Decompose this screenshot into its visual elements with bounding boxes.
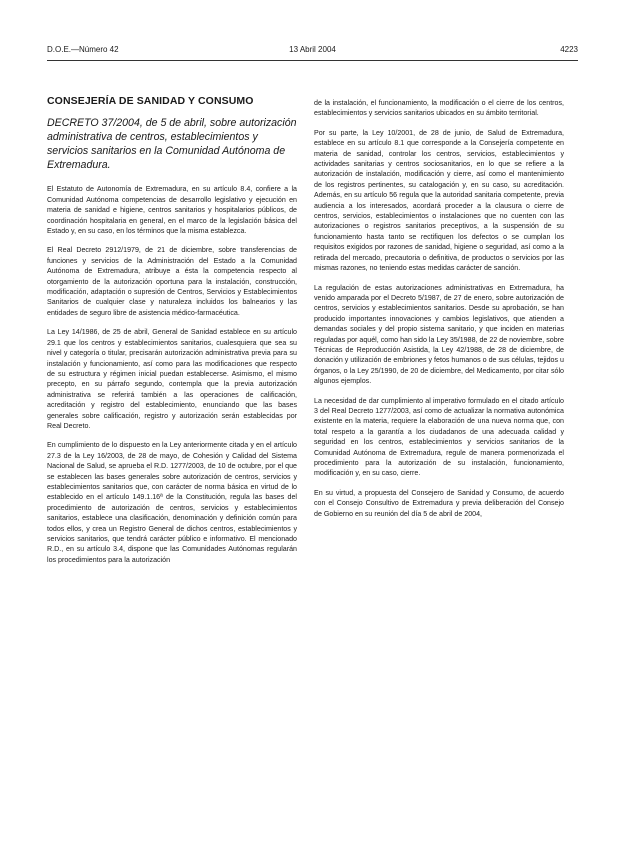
- header-rule: [47, 60, 578, 61]
- paragraph: El Estatuto de Autonomía de Extremadura, en su artículo 8.4, confiere a la Comunidad Autónoma competencias de desarrollo legislativo y ejecución en materia de sanidad e higiene, centros sanitarios y hospitalarios públicos, de coordinación hospitalaria en general, en el marco de la legislación básica del Estado y, en su caso, en los términos que la misma establezca.: [47, 185, 297, 236]
- section-title: CONSEJERÍA DE SANIDAD Y CONSUMO: [47, 95, 254, 107]
- paragraph: de la instalación, el funcionamiento, la modificación o el cierre de los centros, establecimientos y servicios sanitarios ubicados en su ámbito territorial.: [314, 99, 564, 118]
- right-column: [314, 98, 564, 528]
- paragraph: En su virtud, a propuesta del Consejero de Sanidad y Consumo, de acuerdo con el Consejo Consultivo de Extremadura y previa deliberación del Consejo de Gobierno en su reunión del día 5 de abril de 2004,: [314, 488, 564, 518]
- journal-issue: D.O.E.—Número 42: [47, 45, 119, 54]
- publication-date: 13 Abril 2004: [289, 45, 336, 54]
- paragraph: La necesidad de dar cumplimiento al imperativo formulado en el citado artículo 3 del Real Decreto 1277/2003, así como de actualizar la normativa autonómica existente en la materia, requiere la elaboración de una nueva norma que, con total respeto a la garantía a los ciudadanos de una adecuada calidad y seguridad en los centros, establecimientos y servicios sanitarios de la Comunidad Autónoma de Extremadura, regule de manera pormenorizada el procedimiento para la autorización de su instalación, funcionamiento, modificación y, en su caso, cierre.: [314, 396, 564, 478]
- paragraph: Por su parte, la Ley 10/2001, de 28 de junio, de Salud de Extremadura, establece en su artículo 8.1 que corresponde a la Consejería competente en materia de sanidad, controlar los centros, servicios, establecimientos y actividades sanitarias y centros sociosanitarios, en lo que se refiere a la autorización de instalación, modificación y cierre, así como el mantenimiento de los registros pertinentes, su catalogación y, en su caso, su acreditación. Además, en su artículo 56 regula que la autoridad sanitaria competente, previa audiencia a los interesados, acordará proceder a la clausura o cierre de centros, servicios, establecimientos o instalaciones que no cuenten con las autorizaciones o registros sanitarios preceptivos, a la suspensión de su funcionamiento hasta tanto se rectifiquen los defectos o se cumplan los requisitos exigidos por razones de sanidad, higiene o seguridad, así como a la retirada del mercado, precautoria o definitiva, de productos o servicios por las mismas razones, no teniendo estas medidas carácter de sanción.: [314, 128, 564, 273]
- page-header: [47, 45, 578, 57]
- paragraph: La regulación de estas autorizaciones administrativas en Extremadura, ha venido amparada por el Decreto 5/1987, de 27 de enero, sobre autorización de centros, servicios y establecimientos sanitarios. Desde su aprobación, se han producido importantes innovaciones y cambios legislativos, que atienden a demandas sociales y del propio sistema sanitario, y que inciden en materias reguladas por aquél, como han sido la Ley 35/1988, de 22 de noviembre, sobre Técnicas de Reproducción Asistida, la Ley 42/1988, de 28 de diciembre, de donación y utilización de embriones y fetos humanos o de sus células, tejidos u órganos, o la Ley 25/1990, de 20 de diciembre, del Medicamento, por citar sólo algunos ejemplos.: [314, 283, 564, 386]
- paragraph: El Real Decreto 2912/1979, de 21 de diciembre, sobre transferencias de funciones y servicios de la Administración del Estado a la Comunidad Autónoma de Extremadura, atribuye a ésta la competencia respecto al otorgamiento de la autorización oportuna para la instalación, construcción, modificación, adaptación o supresión de Centros, Servicios y Establecimientos Sanitarios de cualquier clase y naturaleza incluidos los balnearios y las entidades de seguro libre de asistencia médico-farmacéutica.: [47, 246, 297, 317]
- page-number: 4223: [560, 45, 578, 54]
- paragraph: En cumplimiento de lo dispuesto en la Ley anteriormente citada y en el artículo 27.3 de la Ley 16/2003, de 28 de mayo, de Cohesión y Calidad del Sistema Nacional de Salud, se aprueba el R.D. 1277/2003, de 10 de octubre, por el que se establecen las bases generales sobre autorización de centros, servicios y establecimientos sanitarios que, con carácter de norma básica en virtud de lo establecido en el artículo 149.1.16ª de la Constitución, regula las bases del procedimiento de autorización de centros, servicios y establecimientos sanitarios, establece una clasificación, denominación y definición común para todos ellos, y crea un Registro General de dichos centros, establecimientos y servicios sanitarios, que tendrá carácter público e informativo. El mencionado R.D., en su artículo 3.4, dispone que las Comunidades Autónomas regularán los procedimientos para la autorización: [47, 441, 297, 564]
- paragraph: La Ley 14/1986, de 25 de abril, General de Sanidad establece en su artículo 29.1 que los centros y establecimientos sanitarios, cualesquiera que sea su nivel y categoría o titular, precisarán autorización administrativa previa para su instalación y funcionamiento, así como para las modificaciones que respecto de su estructura y régimen inicial puedan establecerse. Asimismo, el mismo precepto, en su párrafo segundo, contempla que la previa autorización administrativa se referirá también a las operaciones de calificación, acreditación y registro del establecimiento, enunciando que las bases generales sobre calificación, registro y autorización serán establecidas por Real Decreto.: [47, 328, 297, 430]
- left-column: [47, 82, 297, 574]
- decree-title: DECRETO 37/2004, de 5 de abril, sobre autorización administrativa de centros, establecimientos y servicios sanitarios en la Comunidad Autónoma de Extremadura.: [47, 117, 297, 172]
